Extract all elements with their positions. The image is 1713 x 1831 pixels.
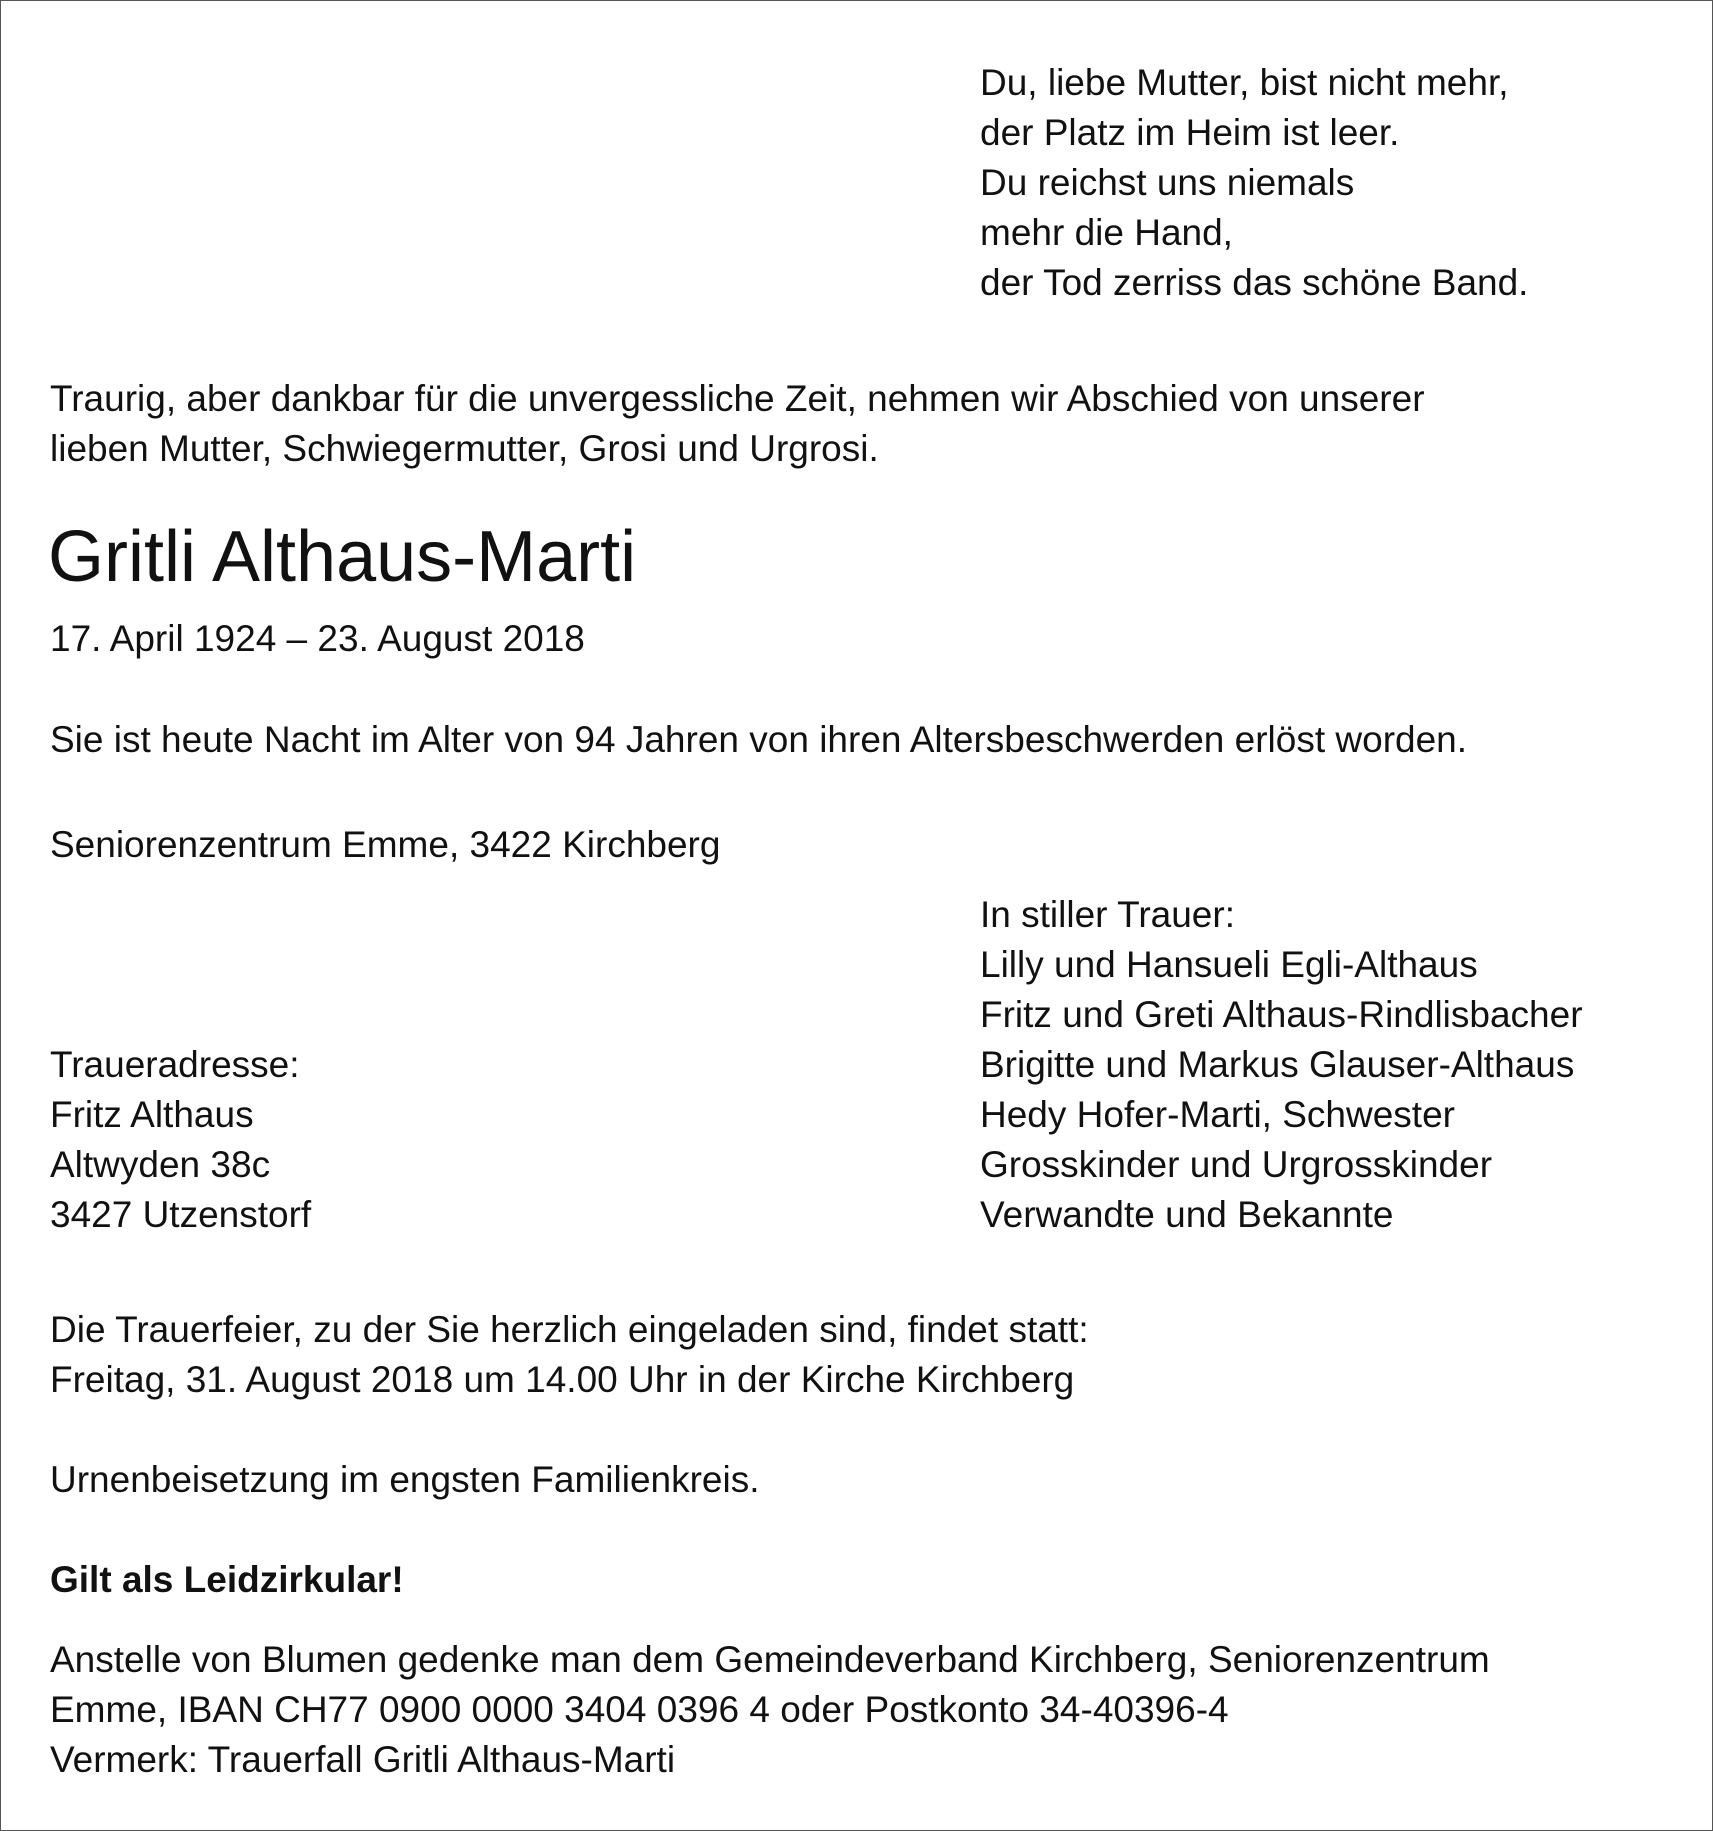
burial-info: Urnenbeisetzung im engsten Familienkreis. (50, 1459, 760, 1500)
circular-notice: Gilt als Leidzirkular! (50, 1559, 404, 1600)
mourning-address (50, 1040, 311, 1240)
mourner: Lilly und Hansueli Egli-Althaus (980, 944, 1478, 985)
address-line: 3427 Utzenstorf (50, 1194, 312, 1235)
address-heading: Traueradresse: (50, 1044, 300, 1085)
poem-line: der Platz im Heim ist leer. (980, 112, 1400, 153)
service-info (50, 1305, 1089, 1405)
intro-line: lieben Mutter, Schwiegermutter, Grosi und Urgrosi. (50, 428, 879, 469)
address-line: Fritz Althaus (50, 1094, 254, 1135)
mourner: Brigitte und Markus Glauser-Althaus (980, 1044, 1575, 1085)
life-dates: 17. April 1924 – 23. August 2018 (50, 618, 585, 659)
statement: Sie ist heute Nacht im Alter von 94 Jahren von ihren Altersbeschwerden erlöst worden. (50, 719, 1468, 760)
poem-line: der Tod zerriss das schöne Band. (980, 262, 1529, 303)
mourner: Verwandte und Bekannte (980, 1194, 1394, 1235)
mourner: Grosskinder und Urgrosskinder (980, 1144, 1493, 1185)
mourner: Fritz und Greti Althaus-Rindlisbacher (980, 994, 1583, 1035)
donation-info (50, 1635, 1490, 1785)
poem-line: Du reichst uns niemals (980, 162, 1355, 203)
donation-line: Emme, IBAN CH77 0900 0000 3404 0396 4 oder Postkonto 34-40396-4 (50, 1689, 1229, 1730)
intro-paragraph (50, 374, 1425, 474)
intro-line: Traurig, aber dankbar für die unvergessliche Zeit, nehmen wir Abschied von unserer (50, 378, 1425, 419)
service-line: Freitag, 31. August 2018 um 14.00 Uhr in der Kirche Kirchberg (50, 1359, 1075, 1400)
location: Seniorenzentrum Emme, 3422 Kirchberg (50, 824, 721, 865)
poem-line: Du, liebe Mutter, bist nicht mehr, (980, 62, 1509, 103)
donation-line: Vermerk: Trauerfall Gritli Althaus-Marti (50, 1739, 676, 1780)
poem-line: mehr die Hand, (980, 212, 1233, 253)
poem (980, 58, 1528, 308)
mourners-list (980, 890, 1583, 1240)
mourners-heading: In stiller Trauer: (980, 894, 1235, 935)
mourner: Hedy Hofer-Marti, Schwester (980, 1094, 1455, 1135)
service-line: Die Trauerfeier, zu der Sie herzlich eingeladen sind, findet statt: (50, 1309, 1089, 1350)
address-line: Altwyden 38c (50, 1144, 271, 1185)
deceased-name: Gritli Althaus-Marti (48, 517, 637, 597)
donation-line: Anstelle von Blumen gedenke man dem Gemeindeverband Kirchberg, Seniorenzentrum (50, 1639, 1490, 1680)
